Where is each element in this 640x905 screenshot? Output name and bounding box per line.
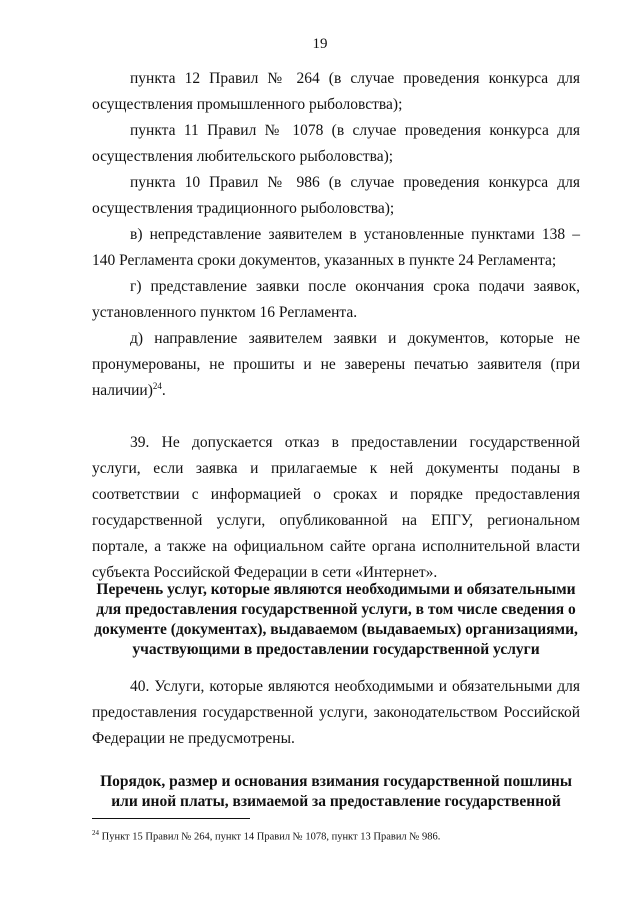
paragraph-rule-986: пункта 10 Правил № 986 (в случае проведения конкурса для осуществления традиционного рыболовства); <box>92 174 580 217</box>
paragraph-item-d: д) направление заявителем заявки и документов, которые не пронумерованы, не прошиты и не заверены печатью заявителя (при наличии)$^{24}$. <box>92 330 580 399</box>
footnote-marker: 24 <box>92 829 99 837</box>
paragraph-item-v: в) непредставление заявителем в установленные пунктами 138 – 140 Регламента сроки документов, указанных в пункте 24 Регламента; <box>92 226 580 269</box>
footnote-separator <box>92 818 250 819</box>
section-heading-fees: Порядок, размер и основания взимания государственной пошлины или иной платы, взимаемой за предоставление государственной <box>100 773 572 810</box>
footnote-reference: 24 <box>152 380 162 391</box>
section-heading-services: Перечень услуг, которые являются необходимыми и обязательными для предоставления государственной услуги, в том числе сведения о документе (документах), выдаваемом (выдаваемых) организациями, участвующими в предоставлении государственной услуги <box>94 581 578 658</box>
paragraph-rule-264: пункта 12 Правил № 264 (в случае проведения конкурса для осуществления промышленного рыболовства); <box>92 70 580 113</box>
paragraph-rule-1078: пункта 11 Правил № 1078 (в случае проведения конкурса для осуществления любительского рыболовства); <box>92 122 580 165</box>
paragraph-item-d-text: д) направление заявителем заявки и документов, которые не пронумерованы, не прошиты и не заверены печатью заявителя (при наличии) <box>92 330 580 399</box>
page-number: 19 <box>312 36 328 52</box>
footnote <box>92 826 580 845</box>
paragraph-40: 40. Услуги, которые являются необходимыми и обязательными для предоставления государственной услуги, законодательством Российской Федерации не предусмотрены. <box>92 678 580 747</box>
footnote-text: Пункт 15 Правил № 264, пункт 14 Правил № 1078, пункт 13 Правил № 986. <box>101 831 441 843</box>
paragraph-item-g: г) представление заявки после окончания срока подачи заявок, установленного пунктом 16 Регламента. <box>92 278 580 321</box>
paragraph-39: 39. Не допускается отказ в предоставлении государственной услуги, если заявка и прилагаемые к ней документы поданы в соответствии с информацией о сроках и порядке предоставления государственной услуги, опубликованной на ЕПГУ, региональном портале, а также на официальном сайте органа исполнительной власти субъекта Российской Федерации в сети «Интернет». <box>92 434 580 581</box>
